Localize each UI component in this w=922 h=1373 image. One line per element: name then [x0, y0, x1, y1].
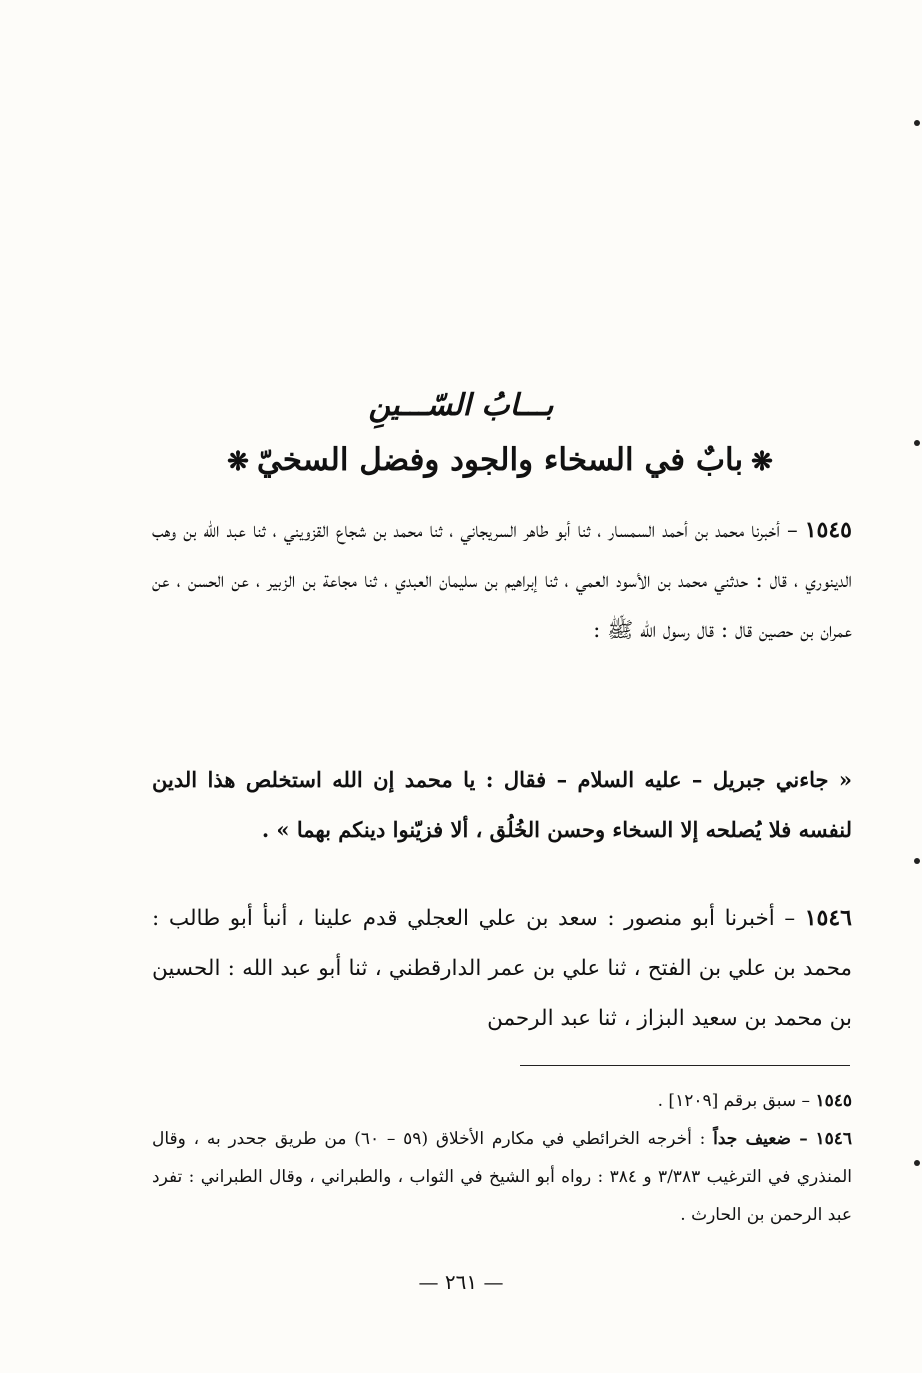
footnote-text: – سبق برقم [١٢٠٩] . — [657, 1091, 811, 1111]
hadith-isnad: – أخبرنا أبو منصور : سعد بن علي العجلي قدم علينا ، أنبأ أبو طالب : محمد بن علي بن الفتح ، ثنا علي بن عمر الدارقطني ، ثنا أبو عبد الله : الحسين بن محمد بن سعيد البزاز ، ثنا عبد الرحمن — [152, 906, 852, 1031]
hadith-isnad: – أخبرنا محمد بن أحمد السمسار ، ثنا أبو طاهر السريجاني ، ثنا محمد بن شجاع القزويني ، ثنا عبد الله بن وهب الدينوري ، قال : حدثني محمد بن الأسود العمي ، ثنا إبراهيم بن سليمان العبدي ، ثنا مجاعة بن الزبير ، عن الحسن ، عن عمران بن حصين قال : قال رسول الله ﷺ : — [152, 518, 852, 643]
footnote-divider — [520, 1065, 850, 1066]
hadith-1545-quote: « جاءني جبريل – عليه السلام – فقال : يا محمد إن الله استخلص هذا الدين لنفسه فلا يُصلحه إلا السخاء وحسن الخُلُق ، ألا فزيّنوا دينكم بهما » . — [152, 767, 853, 842]
star-ornament-icon: ❋ — [227, 447, 249, 477]
section-title — [150, 442, 850, 478]
footnote-1546 — [152, 1120, 852, 1234]
chapter-title: بـــابُ السّـــينِ — [368, 388, 554, 423]
hadith-number: ١٥٤٦ — [804, 905, 852, 931]
scan-edge-mark — [914, 120, 920, 126]
star-ornament-icon: ❋ — [751, 447, 773, 477]
footnote-1545 — [152, 1082, 852, 1120]
hadith-1546 — [152, 893, 852, 1044]
page-number: — ٢٦١ — — [418, 1270, 504, 1294]
hadith-1545 — [152, 505, 852, 656]
scan-edge-mark — [914, 858, 920, 864]
footnote-number: ١٥٤٥ — [815, 1091, 852, 1111]
footnote-number: ١٥٤٦ — [815, 1129, 853, 1149]
scan-edge-mark — [914, 1160, 920, 1166]
section-title-text: بابٌ في السخاء والجود وفضل السخيّ — [256, 442, 744, 478]
footnote-grade: – ضعيف جداً — [713, 1129, 808, 1149]
footnote-text: : أخرجه الخرائطي في مكارم الأخلاق (٥٩ – ٦٠) من طريق جحدر به ، وقال المنذري في الترغيب ٣/٣٨٣ و ٣٨٤ : رواه أبو الشيخ في الثواب ، والطبراني ، وقال الطبراني : تفرد عبد الرحمن بن الحارث . — [152, 1129, 852, 1225]
hadith-number: ١٥٤٥ — [804, 517, 852, 543]
scan-edge-mark — [914, 440, 920, 446]
footnotes — [152, 1082, 852, 1234]
